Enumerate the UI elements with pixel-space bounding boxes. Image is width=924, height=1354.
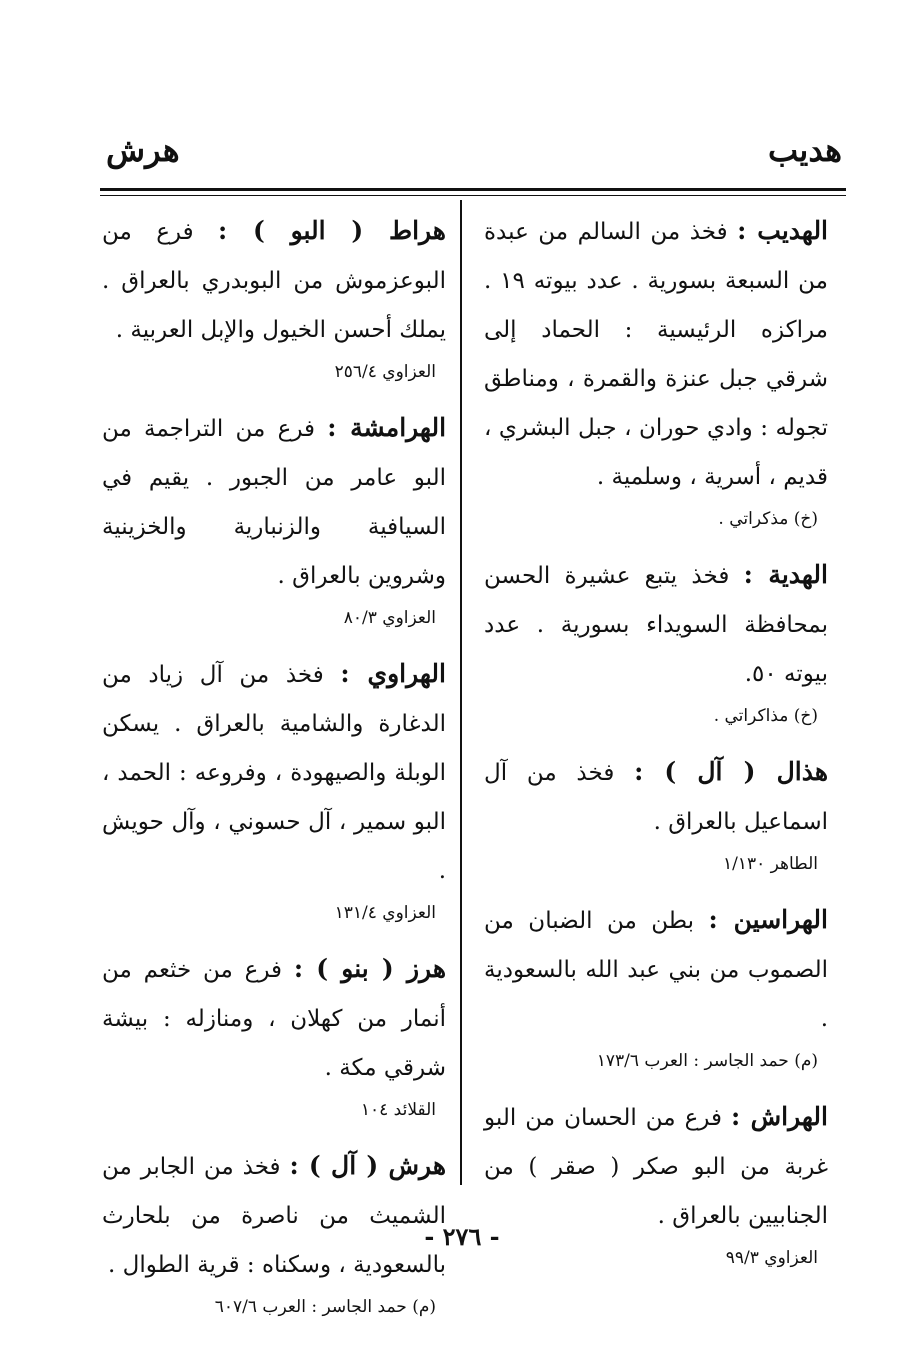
entry-text: فرع من الحسان من البو غربة من البو صكر ( صقر ) من الجنابيين بالعراق . (484, 1105, 828, 1229)
entry-reference: الطاهر ١/١٣٠ (722, 854, 818, 874)
entry-text: فخذ من آل زياد من الدغارة والشامية بالعراق . يسكن الوبلة والصيهودة ، وفروعه : الحمد ، البو سمير ، آل حسوني ، وآل حويش . (102, 662, 446, 884)
entry-term: الهرامشة : (327, 413, 447, 442)
entry-term: هرز ( بنو ) : (293, 954, 447, 983)
entry-term: الهديب : (737, 216, 829, 245)
entry-text: بطن من الضبان من الصموب من بني عبد الله بالسعودية . (484, 908, 828, 1032)
entry-reference: العزاوي ٩٩/٣ (725, 1248, 818, 1268)
entry-text: فخذ من آل اسماعيل بالعراق . (484, 760, 828, 835)
entry-term: الهدية : (743, 560, 828, 589)
entry (484, 550, 828, 733)
header-last-word: هرش (106, 131, 180, 169)
entry-text: فرع من التراجمة من البو عامر من الجبور . يقيم في السيافية والزنبارية والخزينية وشروين بالعراق . (102, 416, 446, 589)
right-column (484, 206, 829, 1268)
entry (484, 206, 828, 536)
entry-reference: العزاوي ١٣١/٤ (334, 903, 436, 923)
entry-term: الهراسين : (708, 905, 828, 934)
entry-reference: (خ) مذكراتي . (718, 509, 818, 529)
entry (102, 206, 446, 389)
entry-reference: القلائد ١٠٤ (360, 1100, 436, 1120)
entry-reference: (م) حمد الجاسر : العرب ١٧٣/٦ (596, 1051, 818, 1071)
entry-term: هراط ( البو ) : (217, 216, 446, 245)
entry-term: هذال ( آل ) : (634, 757, 829, 786)
entry-reference: (خ) مذاكراتي . (713, 706, 818, 726)
entry-text: فرع من البوعزموش من البوبدري بالعراق . يملك أحسن الخيول والإبل العربية . (102, 219, 446, 343)
entry-text: فخذ من السالم من عبدة من السبعة بسورية . عدد بيوته ١٩ . مراكزه الرئيسية : الحماد إلى شرقي جبل عنزة والقمرة ، ومناطق تجوله : وادي حوران ، جبل البشري ، قديم ، أسرية ، وسلمية . (484, 219, 828, 490)
entry-term: الهراش : (731, 1102, 828, 1131)
header-rule-thick (100, 188, 846, 191)
left-column (102, 206, 447, 1317)
entry-text: فخذ يتبع عشيرة الحسن بمحافظة السويداء بسورية . عدد بيوته ٥٠. (484, 563, 828, 687)
entry (102, 944, 446, 1127)
entry-term: الهراوي : (340, 659, 446, 688)
entry (102, 649, 446, 930)
entry-term: هرش ( آل ) : (289, 1151, 447, 1180)
entry-reference: العزاوي ٨٠/٣ (343, 608, 436, 628)
entry (484, 895, 828, 1078)
header-rule-thin (100, 195, 846, 196)
column-divider (460, 200, 462, 1185)
entry-reference: العزاوي ٢٥٦/٤ (334, 362, 436, 382)
entry-text: فرع من خثعم من أنمار من كهلان ، ومنازله : بيشة شرقي مكة . (102, 957, 446, 1081)
header-first-word: هديب (768, 131, 842, 169)
entry-text: فخذ من الجابر من الشميث من ناصرة من بلحارث بالسعودية ، وسكناه : قرية الطوال . (102, 1154, 446, 1278)
entry (484, 747, 828, 881)
entry (102, 403, 446, 635)
entry-reference: (م) حمد الجاسر : العرب ٦٠٧/٦ (214, 1297, 436, 1317)
page-number: - ٢٧٦ - (424, 1222, 500, 1251)
